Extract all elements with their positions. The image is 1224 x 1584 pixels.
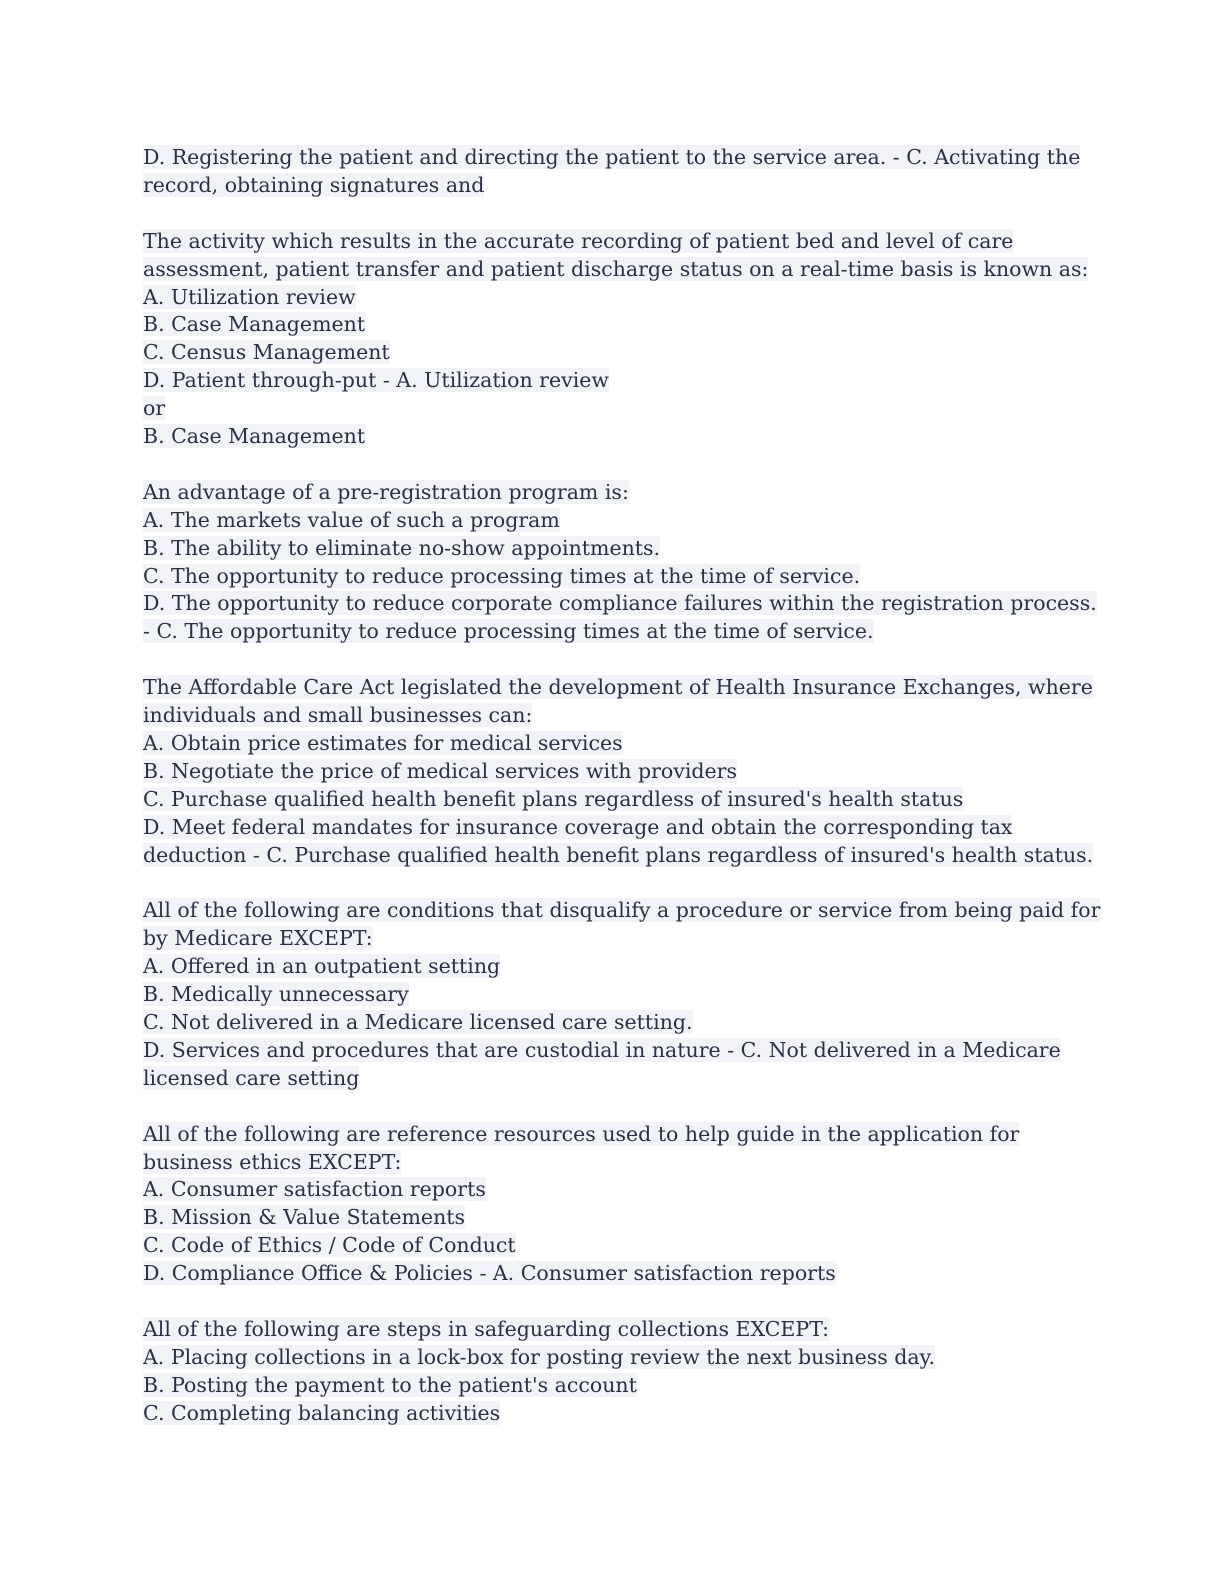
answer-option: C. Completing balancing activities [143,1400,501,1425]
question-text: All of the following are steps in safeguarding collections EXCEPT: [143,1316,830,1341]
answer-option: C. Not delivered in a Medicare licensed care setting. [143,1010,693,1035]
answer-text: deduction - C. Purchase qualified health benefit plans regardless of insured's health status. [143,842,1094,867]
answer-option: B. Case Management [143,312,366,337]
answer-option: C. The opportunity to reduce processing times at the time of service. [143,563,861,588]
document-body [143,144,1101,1455]
question-text: by Medicare EXCEPT: [143,926,373,951]
answer-option: D. Compliance Office & Policies - A. Consumer satisfaction reports [143,1261,836,1286]
answer-text: - C. The opportunity to reduce processing times at the time of service. [143,619,874,644]
answer-text: licensed care setting [143,1065,360,1090]
question-block-3 [143,479,1097,646]
answer-option: A. Placing collections in a lock-box for posting review the next business day. [143,1344,936,1369]
answer-option: A. Obtain price estimates for medical services [143,730,623,755]
answer-option: D. Services and procedures that are custodial in nature - C. Not delivered in a Medicare [143,1037,1061,1062]
answer-option: B. The ability to eliminate no-show appointments. [143,535,661,560]
question-text: individuals and small businesses can: [143,703,533,728]
answer-option: B. Posting the payment to the patient's account [143,1372,637,1397]
answer-option: B. Negotiate the price of medical services with providers [143,758,737,783]
text-line: D. Registering the patient and directing the patient to the service area. - C. Activating the [143,145,1081,169]
question-text: An advantage of a pre-registration program is: [143,479,629,504]
answer-option: A. Offered in an outpatient setting [143,954,501,979]
question-block-4 [143,674,1094,869]
answer-option: B. Mission & Value Statements [143,1205,466,1230]
question-text: business ethics EXCEPT: [143,1149,402,1174]
answer-option: D. Meet federal mandates for insurance coverage and obtain the corresponding tax [143,814,1013,839]
answer-option: D. Patient through-put - A. Utilization review [143,368,609,393]
question-block-5 [143,897,1101,1092]
answer-option: C. Purchase qualified health benefit plans regardless of insured's health status [143,786,964,811]
answer-text: B. Case Management [143,424,366,449]
question-text: The Affordable Care Act legislated the development of Health Insurance Exchanges, where [143,675,1093,700]
question-block-6 [143,1121,1083,1288]
question-text: assessment, patient transfer and patient discharge status on a real-time basis is known as: [143,256,1089,281]
question-text: All of the following are reference resources used to help guide in the application for [143,1121,1020,1146]
answer-option: A. Consumer satisfaction reports [143,1177,486,1202]
answer-option: D. The opportunity to reduce corporate compliance failures within the registration process. [143,591,1097,616]
question-block-7 [143,1316,1083,1428]
text-line: record, obtaining signatures and [143,172,485,197]
question-text: All of the following are conditions that disqualify a procedure or service from being paid for [143,898,1101,923]
question-text: The activity which results in the accurate recording of patient bed and level of care [143,228,1014,253]
answer-option: B. Medically unnecessary [143,982,409,1007]
answer-option: C. Census Management [143,340,390,365]
answer-option: C. Code of Ethics / Code of Conduct [143,1233,516,1258]
answer-option: A. Utilization review [143,284,356,309]
answer-text: or [143,396,166,421]
question-block-1 [143,144,1083,200]
question-block-2 [143,228,1089,451]
answer-option: A. The markets value of such a program [143,507,560,532]
